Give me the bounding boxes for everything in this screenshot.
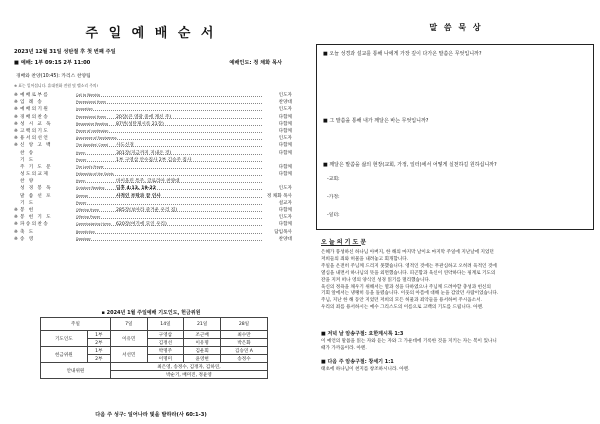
table-cell: 조근배: [184, 331, 221, 339]
order-item: [14, 200, 292, 207]
memory-verse-line: 때가 가까움이라. 아멘.: [321, 345, 367, 351]
leader-dots: [76, 197, 262, 198]
stand-marker: ※: [14, 107, 18, 113]
part-cell: 2부: [87, 339, 110, 347]
table-cell: 서선민: [110, 347, 147, 363]
order-item-name: 기 도: [20, 157, 35, 163]
meditation-section: [316, 4, 596, 422]
table-row: [41, 331, 268, 339]
order-item-person: 다함께: [278, 143, 292, 149]
duty-table: [40, 317, 268, 379]
order-item-name: 예배로부름: [20, 93, 50, 98]
order-item-name: 말 씀 선 포: [20, 193, 52, 199]
order-item-english: Fellowship of the Saints: [76, 172, 114, 177]
order-item-person: 인도자: [278, 215, 292, 221]
order-item-person: 다함께: [278, 222, 292, 228]
order-item: [14, 193, 292, 200]
table-cell: 윤영현: [184, 355, 221, 363]
next-memory-verse-title: ■ 다음 주 암송구절: 창세기 1:1: [321, 359, 394, 365]
order-item: [14, 185, 292, 192]
order-item-name: 예배의기원: [20, 107, 50, 113]
order-item-english: The Lord's Prayer: [76, 164, 104, 169]
order-item-name: 성 경 봉 독: [20, 186, 52, 192]
order-item-english: Prayer: [76, 200, 87, 205]
memory-verse-line: 이 예언의 말씀을 읽는 자와 듣는 자와 그 가운데에 기록한 것을 지키는 자는 복이 있나니: [321, 339, 497, 344]
answer-home: -가정:: [327, 195, 340, 200]
next-memory-verse-text: 태초에 하나님이 천지를 창조하시니라. 아멘.: [321, 367, 410, 372]
table-cell: 이유민: [110, 331, 147, 347]
service-times: ■ 예배: 1부 09:15 2부 11:00: [14, 60, 91, 66]
order-item-person: 인도자: [278, 136, 292, 142]
order-item-person: 다함께: [278, 172, 292, 178]
order-item-name: 송 영: [20, 236, 35, 242]
order-item-name: 봉 헌: [20, 208, 35, 213]
meditation-box: [316, 44, 594, 230]
order-item-person: 다함께: [278, 121, 292, 127]
table-cell: 박은화: [220, 339, 267, 347]
order-item-name: 입 례 송: [20, 100, 44, 106]
table-cell: 박순기, 배미진, 정윤영: [110, 371, 267, 379]
order-item-detail: 20장(큰 영광 중에 계신 주): [116, 114, 172, 120]
stand-marker: ※: [14, 93, 18, 98]
bulletin-title: 주 일 예 배 순 서: [85, 26, 217, 41]
worship-order-section: [6, 4, 296, 422]
part-cell: 1부: [87, 331, 110, 339]
order-item-detail: 285장(보아라 즐거운 우리 집): [116, 208, 178, 213]
order-item: [14, 92, 292, 99]
meditation-title: 말 씀 묵 상: [429, 23, 483, 32]
order-item-name: 파송의찬송: [20, 222, 50, 228]
order-item-person: 인도자: [278, 93, 292, 98]
order-item-english: Prayer: [76, 157, 87, 162]
title-underline: [321, 245, 361, 246]
order-item-name: 찬 양: [20, 179, 35, 185]
order-item-name: 축 도: [20, 229, 35, 235]
order-item: [14, 106, 292, 113]
order-item: [14, 157, 292, 164]
order-item-detail: 딤후 4:13, 19-22: [116, 186, 156, 192]
service-date: 2023년 12월 31일 성탄절 후 첫 번째 주일: [14, 49, 116, 55]
table-cell: 최은영, 송정수, 김정자, 김하연,: [110, 363, 267, 371]
table-cell: 송정수: [220, 355, 267, 363]
order-item-english: Commissioning Hymn: [76, 222, 111, 227]
order-item: [14, 135, 292, 142]
prayer-line: 주님, 지난 한 해 동안 지었던 저희의 모든 허물과 죄악들을 용서하여 주시옵소서.: [321, 298, 482, 304]
order-item-name: 신 앙 고 백: [20, 143, 52, 149]
header-cell: 주일: [41, 318, 111, 331]
order-item-english: Doxology: [76, 236, 91, 241]
order-item-person: 다함께: [278, 208, 292, 213]
prayer-line: 우리의 죄를 용서하시는 예수 그리스도의 이름으로 고백의 기도를 드립니다. 아멘.: [321, 305, 484, 311]
question-3: ■ 깨달은 말씀을 삶의 현장(교회, 가정, 일터)에서 어떻게 실천하길 원하십니까?: [323, 162, 497, 168]
stand-marker: ※: [14, 236, 18, 242]
header-cell: 28일: [220, 318, 267, 331]
order-item-detail: 사적인 부탁과 끝 인사: [116, 193, 161, 199]
order-item-person: 정 채화 목사: [266, 193, 292, 199]
order-item-english: Hymn: [76, 179, 86, 184]
leader-dots: [76, 110, 262, 111]
prayer-line: 주일을 온전히 주님께 드리지 못했습니다. 영적인 것에는 무관심하고 오히려 육적인 것에: [321, 263, 497, 269]
prayer-line: 은혜가 풍성하신 하나님 아버지, 한 해의 마지막 날이요 마지막 주일에 지난날에 지었던: [321, 250, 494, 255]
order-item-english: Invocation: [76, 107, 93, 112]
part-cell: 1부: [87, 347, 110, 355]
order-item-detail: 사도신경: [116, 143, 134, 149]
praise-team: 경배와 찬양(10:45): 카리스 찬양팀: [16, 74, 91, 79]
order-item: [14, 121, 292, 128]
order-item-name: 찬 송: [20, 150, 35, 156]
row-label: 안내위원: [41, 363, 111, 379]
order-item-english: Offering Hymn: [76, 208, 100, 212]
table-row: [41, 347, 268, 355]
leader-dots: [76, 233, 262, 234]
prayer-title: 오 늘 의 기 도 문: [321, 239, 367, 246]
order-item-english: Processional Hymn: [76, 114, 107, 119]
order-item-name: 주 기 도 문: [20, 164, 52, 170]
order-item-detail: 87번(성탄제시록 21장): [116, 121, 164, 127]
header-cell: 14일: [147, 318, 184, 331]
order-item-english: The Apostles' Creed: [76, 143, 108, 148]
order-item-english: Responsive Reading: [76, 121, 109, 126]
stand-marker: ※: [14, 100, 18, 106]
prayer-line: 기회 앞에서는 냉랭히 등을 돌렸습니다. 이웃의 아픔에 대해 눈을 감았던 사람이었습니다.: [321, 291, 499, 297]
order-item-person: 다함께: [278, 114, 292, 120]
stand-marker: ※: [14, 208, 18, 213]
order-item-detail: 1부 구영삼 안수집사 2부 김승주 집사: [116, 157, 192, 163]
order-item-name: 기 도: [20, 200, 35, 206]
order-item-name: 고백의기도: [20, 128, 50, 134]
order-item: [14, 221, 292, 228]
order-item: [14, 229, 292, 236]
header-cell: 7일: [110, 318, 147, 331]
order-item-person: 찬양대: [278, 236, 292, 242]
order-item-person: 인도자: [278, 107, 292, 113]
prayer-line: 육신의 정욕을 채우기 위해서는 열과 성을 다하였으나 주님께 드려야할 충성과 헌신의: [321, 284, 491, 290]
order-item-name: 경배의찬송: [20, 114, 50, 120]
order-item-person: 담임목사: [274, 229, 292, 235]
duty-table-header: [41, 318, 268, 331]
order-item-person: 찬양대: [278, 100, 292, 106]
table-cell: 구영삼: [147, 331, 184, 339]
order-item: [14, 128, 292, 135]
order-item-english: Sermon: [76, 193, 89, 198]
prayer-line: 저희들의 죄와 허물을 내려놓고 회개합니다.: [321, 256, 409, 262]
stand-marker: ※: [14, 128, 18, 134]
stand-marker: ※: [14, 121, 18, 127]
prayer-line: 열심을 내면서 하나님의 뜻을 외면했습니다. 피곤함과 육신이 연약하다는 핑계로 기도의: [321, 270, 496, 276]
leader-dots: [76, 96, 262, 97]
officiant: 예배인도: 정 채화 목사: [229, 60, 282, 66]
order-item-name: 성 시 교 독: [20, 121, 52, 127]
prayer-line: 잔을 지켜 떠나 영의 양식인 성경 읽기를 멀리했습니다.: [321, 277, 431, 283]
order-item-detail: 301장(지금까지 지내온 것): [116, 150, 172, 156]
order-of-service: [14, 92, 292, 243]
order-item: [14, 214, 292, 221]
order-item-person: 인도자: [278, 186, 292, 192]
order-item: [14, 171, 292, 178]
table-cell: 김운회: [184, 347, 221, 355]
next-week-verse: 다음 주 성구: 일어나라 빛을 발하라(사 60:1-3): [95, 412, 207, 418]
order-item-english: Assurance of Forgiveness: [76, 136, 117, 141]
answer-work: -일터:: [327, 213, 340, 218]
leader-dots: [76, 240, 262, 241]
row-label: 기도인도: [41, 331, 88, 347]
standing-notice: ※ 표는 일어섭니다. 휴대전화 전원 및 벨소리 주의!: [14, 83, 99, 88]
order-item-english: Prayer of confession: [76, 128, 109, 133]
order-item: [14, 236, 292, 243]
order-item-detail: 바이올린 특주, 글로리아 찬양대: [116, 179, 180, 185]
order-item-english: Benediction: [76, 229, 95, 234]
answer-church: -교회:: [327, 177, 340, 182]
table-cell: 박명주: [147, 347, 184, 355]
order-item-person: 다함께: [278, 164, 292, 170]
order-item: [14, 99, 292, 106]
stand-marker: ※: [14, 136, 18, 142]
stand-marker: ※: [14, 229, 18, 235]
order-item-name: 성도의교제: [20, 172, 50, 178]
order-item: [14, 207, 292, 214]
order-item: [14, 142, 292, 149]
order-item-name: 봉 헌 기 도: [20, 215, 52, 221]
table-cell: 김정선: [147, 339, 184, 347]
table-row: [41, 363, 268, 371]
order-item-english: Scripture Reading: [76, 186, 105, 191]
leader-dots: [76, 218, 262, 219]
table-cell: 최수만: [220, 331, 267, 339]
table-cell: 김승연 A: [220, 347, 267, 355]
order-item-person: 다함께: [278, 128, 292, 134]
duty-table-title: ▪ 2024년 1월 주일예배 기도인도, 헌금위원: [101, 310, 201, 316]
order-item-english: Hymn: [76, 150, 86, 155]
memory-verse-text: [321, 339, 593, 352]
order-item-detail: 620장(여기에 모인 우리): [116, 222, 167, 228]
question-2: ■ 그 말씀을 통해 내가 깨달은 바는 무엇입니까?: [323, 118, 429, 124]
stand-marker: ※: [14, 143, 18, 149]
memory-verse-title: ■ 저녁 날 암송구절: 요한계시록 1:3: [321, 331, 404, 337]
order-item-person: 설교자: [278, 200, 292, 206]
order-item-name: 용서의선언: [20, 136, 50, 142]
part-cell: 2부: [87, 355, 110, 363]
confession-prayer: [321, 250, 593, 312]
order-item: [14, 150, 292, 157]
stand-marker: ※: [14, 114, 18, 120]
order-item: [14, 114, 292, 121]
row-label: 헌금위원: [41, 347, 88, 363]
header-cell: 21일: [184, 318, 221, 331]
question-1: ■ 오늘 성경과 설교를 통해 나에게 가장 깊이 다가온 말씀은 무엇입니까?: [323, 51, 482, 57]
order-item: [14, 178, 292, 185]
order-item-english: Offering Prayer: [76, 215, 101, 220]
order-item-person: 다함께: [278, 150, 292, 156]
order-item: [14, 164, 292, 171]
leader-dots: [76, 204, 262, 205]
order-item-english: Processional Hymn: [76, 100, 107, 105]
table-cell: 이명미: [147, 355, 184, 363]
stand-marker: ※: [14, 215, 18, 221]
table-cell: 이유명: [184, 339, 221, 347]
stand-marker: ※: [14, 222, 18, 228]
order-item-english: Call to Worship: [76, 93, 100, 97]
